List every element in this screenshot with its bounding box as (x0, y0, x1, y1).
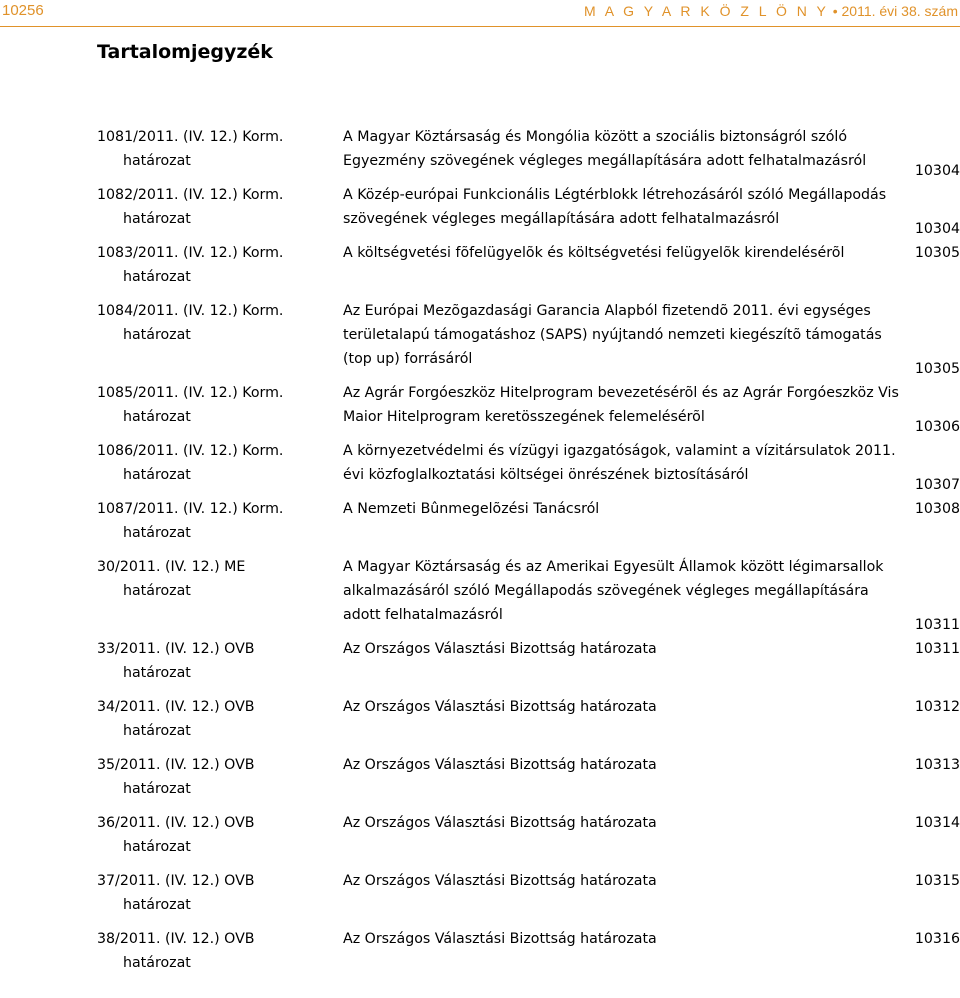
entry-page: 10305 (914, 245, 960, 261)
entry-title: A Nemzeti Bûnmegelõzési Tanácsról (343, 501, 600, 517)
entry-ref-type: határozat (123, 583, 191, 599)
entry-reference (97, 299, 343, 381)
entry-ref-type: határozat (123, 897, 191, 913)
entry-ref-number: 38/2011. (IV. 12.) OVB (97, 931, 255, 947)
entry-title: A Közép-európai Funkcionális Légtérblokk létrehozásáról szóló Megállapodás szövegének végleges megállapítására adott felhatalmazásról (343, 187, 887, 227)
entry-title: Az Országos Választási Bizottság határozata (343, 699, 657, 715)
entry-page: 10313 (914, 757, 960, 773)
entry-page: 10311 (914, 641, 960, 657)
toc-heading: Tartalomjegyzék (97, 41, 273, 63)
entry-reference (97, 811, 343, 869)
entry-reference (97, 439, 343, 497)
entry-ref-type: határozat (123, 955, 191, 971)
entry-reference (97, 555, 343, 637)
entry-title: A környezetvédelmi és vízügyi igazgatóságok, valamint a vízitársulatok 2011. évi közfoglalkoztatási költségei önrészének biztosításáról (343, 443, 896, 483)
entry-page: 10314 (914, 815, 960, 831)
entry-ref-type: határozat (123, 781, 191, 797)
entry-ref-type: határozat (123, 211, 191, 227)
toc-entry (97, 695, 960, 753)
entry-page: 10304 (914, 221, 960, 237)
toc-entry (97, 125, 960, 183)
entry-ref-type: határozat (123, 467, 191, 483)
entry-reference (97, 869, 343, 927)
page-header (0, 0, 960, 27)
entry-ref-type: határozat (123, 525, 191, 541)
toc-entry (97, 869, 960, 927)
entry-ref-number: 1085/2011. (IV. 12.) Korm. (97, 385, 284, 401)
entry-page: 10307 (914, 477, 960, 493)
entry-ref-number: 1082/2011. (IV. 12.) Korm. (97, 187, 284, 203)
entry-ref-number: 1084/2011. (IV. 12.) Korm. (97, 303, 284, 319)
entry-page: 10316 (914, 931, 960, 947)
toc-entry (97, 241, 960, 299)
entry-reference (97, 241, 343, 299)
entry-page: 10312 (914, 699, 960, 715)
entry-page: 10311 (914, 617, 960, 633)
entry-ref-number: 36/2011. (IV. 12.) OVB (97, 815, 255, 831)
entry-title: A költségvetési fõfelügyelõk és költségvetési felügyelõk kirendelésérõl (343, 245, 845, 261)
table-of-contents (97, 125, 960, 977)
toc-entry (97, 183, 960, 241)
toc-entry (97, 497, 960, 555)
entry-title: Az Országos Választási Bizottság határozata (343, 873, 657, 889)
toc-entry (97, 381, 960, 439)
toc-entry (97, 637, 960, 695)
toc-entry (97, 439, 960, 497)
entry-reference (97, 125, 343, 183)
entry-title: A Magyar Köztársaság és Mongólia között a szociális biztonságról szóló Egyezmény szövegének végleges megállapítására adott felhatalmazásról (343, 129, 867, 169)
entry-ref-type: határozat (123, 327, 191, 343)
entry-reference (97, 183, 343, 241)
entry-ref-type: határozat (123, 153, 191, 169)
entry-title: Az Agrár Forgóeszköz Hitelprogram bevezetésérõl és az Agrár Forgóeszköz Vis Maior Hitelprogram keretösszegének felemelésérõl (343, 385, 899, 425)
entry-page: 10305 (914, 361, 960, 377)
toc-entry (97, 299, 960, 381)
toc-entry (97, 753, 960, 811)
entry-page: 10306 (914, 419, 960, 435)
entry-ref-number: 35/2011. (IV. 12.) OVB (97, 757, 255, 773)
entry-ref-number: 30/2011. (IV. 12.) ME (97, 559, 246, 575)
entry-ref-number: 1087/2011. (IV. 12.) Korm. (97, 501, 284, 517)
bullet-separator: • (832, 3, 838, 19)
entry-reference (97, 695, 343, 753)
entry-ref-number: 37/2011. (IV. 12.) OVB (97, 873, 255, 889)
entry-ref-number: 1083/2011. (IV. 12.) Korm. (97, 245, 284, 261)
entry-title: Az Európai Mezõgazdasági Garancia Alapból fizetendõ 2011. évi egységes területalapú támogatáshoz (SAPS) nyújtandó nemzeti kiegészítõ támogatás (top up) forrásáról (343, 303, 882, 367)
entry-ref-number: 1081/2011. (IV. 12.) Korm. (97, 129, 284, 145)
entry-title: Az Országos Választási Bizottság határozata (343, 931, 657, 947)
entry-ref-type: határozat (123, 409, 191, 425)
entry-reference (97, 927, 343, 977)
issue-label: 2011. évi 38. szám (841, 3, 958, 19)
entry-page: 10315 (914, 873, 960, 889)
entry-ref-type: határozat (123, 665, 191, 681)
entry-ref-type: határozat (123, 269, 191, 285)
entry-title: Az Országos Választási Bizottság határozata (343, 641, 657, 657)
entry-ref-number: 33/2011. (IV. 12.) OVB (97, 641, 255, 657)
toc-entry (97, 811, 960, 869)
entry-title: Az Országos Választási Bizottság határozata (343, 757, 657, 773)
entry-title: A Magyar Köztársaság és az Amerikai Egyesült Államok között légimarsallok alkalmazásáról szóló Megállapodás szövegének végleges megállapítására adott felhatalmazásról (343, 559, 884, 623)
journal-name: M A G Y A R K Ö Z L Ö N Y (583, 3, 829, 19)
entry-ref-number: 34/2011. (IV. 12.) OVB (97, 699, 255, 715)
entry-page: 10304 (914, 163, 960, 179)
toc-entry (97, 555, 960, 637)
entry-ref-type: határozat (123, 723, 191, 739)
entry-title: Az Országos Választási Bizottság határozata (343, 815, 657, 831)
entry-reference (97, 637, 343, 695)
entry-ref-number: 1086/2011. (IV. 12.) Korm. (97, 443, 284, 459)
entry-page: 10308 (914, 501, 960, 517)
entry-reference (97, 497, 343, 555)
page-number: 10256 (2, 2, 44, 19)
toc-entry (97, 927, 960, 977)
entry-reference (97, 753, 343, 811)
entry-ref-type: határozat (123, 839, 191, 855)
journal-title (584, 3, 958, 19)
entry-reference (97, 381, 343, 439)
